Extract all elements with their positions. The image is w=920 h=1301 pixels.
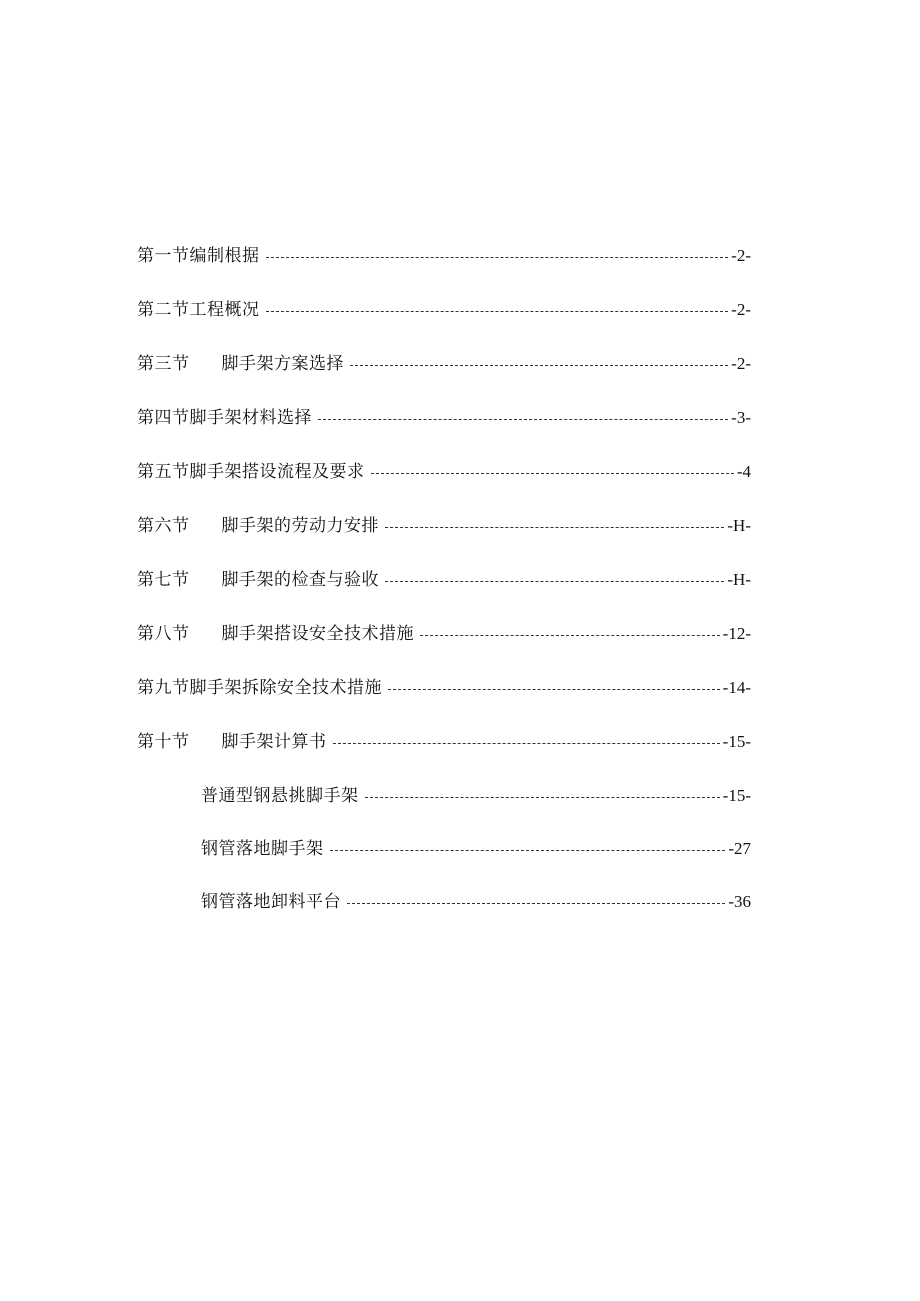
toc-leader xyxy=(266,257,729,258)
toc-leader xyxy=(385,581,724,582)
toc-page-number: -4 xyxy=(736,462,751,481)
toc-leader xyxy=(333,743,720,744)
toc-entry-title: 脚手架材料选择 xyxy=(189,408,312,428)
toc-entry-number: 第一节 xyxy=(137,246,190,266)
toc-page-number: -2- xyxy=(731,354,751,373)
toc-page-number: -15- xyxy=(722,732,751,751)
toc-entry-number: 第四节 xyxy=(137,408,190,428)
toc-subentry-title: 钢管落地脚手架 xyxy=(201,839,324,859)
toc-subentry-1 xyxy=(201,781,751,811)
toc-entry-number: 第二节 xyxy=(137,300,190,320)
toc-entry-number: 第六节 xyxy=(137,516,190,536)
toc-entry-title: 脚手架搭设流程及要求 xyxy=(189,462,365,482)
toc-entry-number: 第三节 xyxy=(137,354,190,374)
toc-leader xyxy=(371,473,734,474)
toc-entry-9 xyxy=(137,673,751,703)
toc-page-number: -H- xyxy=(727,516,751,535)
toc-leader xyxy=(266,311,729,312)
toc-subentry-title: 钢管落地卸料平台 xyxy=(201,892,341,912)
toc-page-number: -15- xyxy=(722,786,751,805)
toc-entry-number: 第五节 xyxy=(137,462,190,482)
toc-leader xyxy=(347,903,725,904)
toc-entry-8 xyxy=(137,619,751,649)
toc-entry-title: 脚手架方案选择 xyxy=(221,354,344,374)
toc-entry-number: 第九节 xyxy=(137,678,190,698)
toc-entry-10 xyxy=(137,727,751,757)
toc-page-number: -12- xyxy=(722,624,751,643)
toc-leader xyxy=(318,419,728,420)
toc-leader xyxy=(385,527,724,528)
toc-entry-number: 第七节 xyxy=(137,570,190,590)
toc-entry-number: 第十节 xyxy=(137,732,190,752)
toc-entry-title: 脚手架搭设安全技术措施 xyxy=(221,624,414,644)
toc-page-number: -36 xyxy=(728,892,751,911)
toc-entry-title: 编制根据 xyxy=(189,246,260,266)
toc-leader xyxy=(365,797,720,798)
toc-page-number: -H- xyxy=(727,570,751,589)
toc-entry-title: 脚手架的检查与验收 xyxy=(221,570,379,590)
toc-entry-7 xyxy=(137,565,751,595)
toc-leader xyxy=(420,635,720,636)
toc-leader xyxy=(388,689,720,690)
toc-page-number: -2- xyxy=(731,246,751,265)
toc-entry-number: 第八节 xyxy=(137,624,190,644)
toc-subentry-2 xyxy=(201,834,751,864)
toc-page-number: -2- xyxy=(731,300,751,319)
toc-page-number: -14- xyxy=(722,678,751,697)
toc-entry-1 xyxy=(137,241,751,271)
toc-entry-3 xyxy=(137,349,751,379)
toc-entry-2 xyxy=(137,295,751,325)
toc-page-number: -27 xyxy=(728,839,751,858)
toc-entry-4 xyxy=(137,403,751,433)
toc-entry-title: 脚手架的劳动力安排 xyxy=(221,516,379,536)
toc-entry-5 xyxy=(137,457,751,487)
toc-entry-title: 脚手架拆除安全技术措施 xyxy=(189,678,382,698)
toc-entry-6 xyxy=(137,511,751,541)
toc-leader xyxy=(330,850,726,851)
toc-page-number: -3- xyxy=(731,408,751,427)
toc-subentry-title: 普通型钢悬挑脚手架 xyxy=(201,786,359,806)
toc-subentry-3 xyxy=(201,887,751,917)
toc-entry-title: 工程概况 xyxy=(189,300,260,320)
toc-leader xyxy=(350,365,728,366)
toc-entry-title: 脚手架计算书 xyxy=(221,732,327,752)
